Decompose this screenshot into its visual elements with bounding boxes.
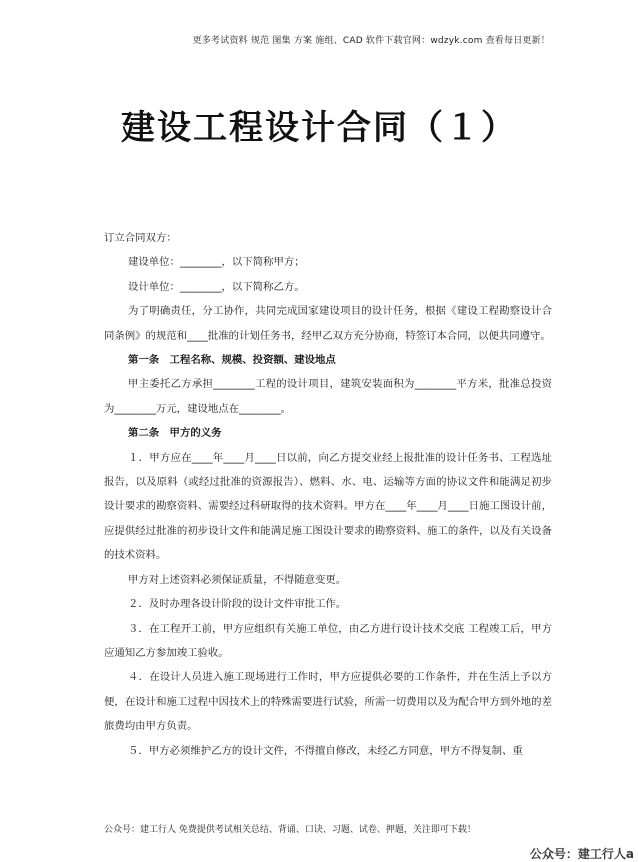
article-1-paragraph: 甲主委托乙方承担________工程的设计项目，建筑安装面积为________平方米，批准总投资为________万元，建设地点在________。 bbox=[104, 378, 552, 415]
article-2-item-3: ３．在工程开工前，甲方应组织有关施工单位，由乙方进行设计技术交底 工程竣工后，甲方应通知乙方参加竣工验收。 bbox=[104, 622, 552, 659]
document-title: 建设工程设计合同（１） bbox=[121, 108, 517, 148]
parties-intro: 订立合同双方： bbox=[104, 232, 177, 244]
preamble-paragraph: 为了明确责任，分工协作，共同完成国家建设项目的设计任务，根据《建设工程勘察设计合同条例》的规范和____批准的计划任务书，经甲乙双方充分协商，特签订本合同，以便共同遵守。 bbox=[104, 305, 552, 342]
article-2-heading: 第二条 甲方的义务 bbox=[128, 427, 222, 440]
party-a-line: 建设单位：________，以下简称甲方； bbox=[128, 256, 305, 269]
article-2-item-1: １．甲方应在____年____月____日以前，向乙方提交业经上报批准的设计任务书、工程选址报告，以及原料（或经过批准的资源报告）、燃料、水、电、运输等方面的协议文件和能满足初步设计要求的勘察资料、需要经过科研取得的技术资料。甲方在____年____月____日施工图设计前，应提供经过批准的初步设计文件和能满足施工图设计要求的勘察资料、施工的条件，以及有关设备的技术资料。 bbox=[104, 451, 552, 562]
article-2-item-1-note: 甲方对上述资料必须保证质量，不得随意变更。 bbox=[128, 573, 347, 586]
page-header: 更多考试资料 规范 图集 方案 施组、CAD 软件下载官网：wdzyk.com 查看每日更新！ bbox=[192, 36, 550, 46]
page-footer: 公众号：建工行人 免费提供考试相关总结、背诵、口诀、习题、试卷、押题，关注即可下载！ bbox=[104, 825, 476, 835]
account-watermark: 公众号：建工行人a bbox=[529, 847, 634, 861]
article-1-heading: 第一条 工程名称、规模、投资额、建设地点 bbox=[128, 354, 336, 367]
article-2-item-5: ５．甲方必须维护乙方的设计文件，不得擅自修改，未经乙方同意，甲方不得复制、重 bbox=[128, 744, 523, 757]
party-b-line: 设计单位：________，以下简称乙方。 bbox=[128, 280, 305, 293]
article-2-item-4: ４．在设计人员进入施工现场进行工作时，甲方应提供必要的工作条件，并在生活上予以方便，在设计和施工过程中因技术上的特殊需要进行试验，所需一切费用以及为配合甲方到外地的差旅费均由甲方负责。 bbox=[104, 671, 552, 733]
contract-body bbox=[104, 226, 552, 763]
article-2-item-2: ２．及时办理各设计阶段的设计文件审批工作。 bbox=[128, 598, 347, 611]
